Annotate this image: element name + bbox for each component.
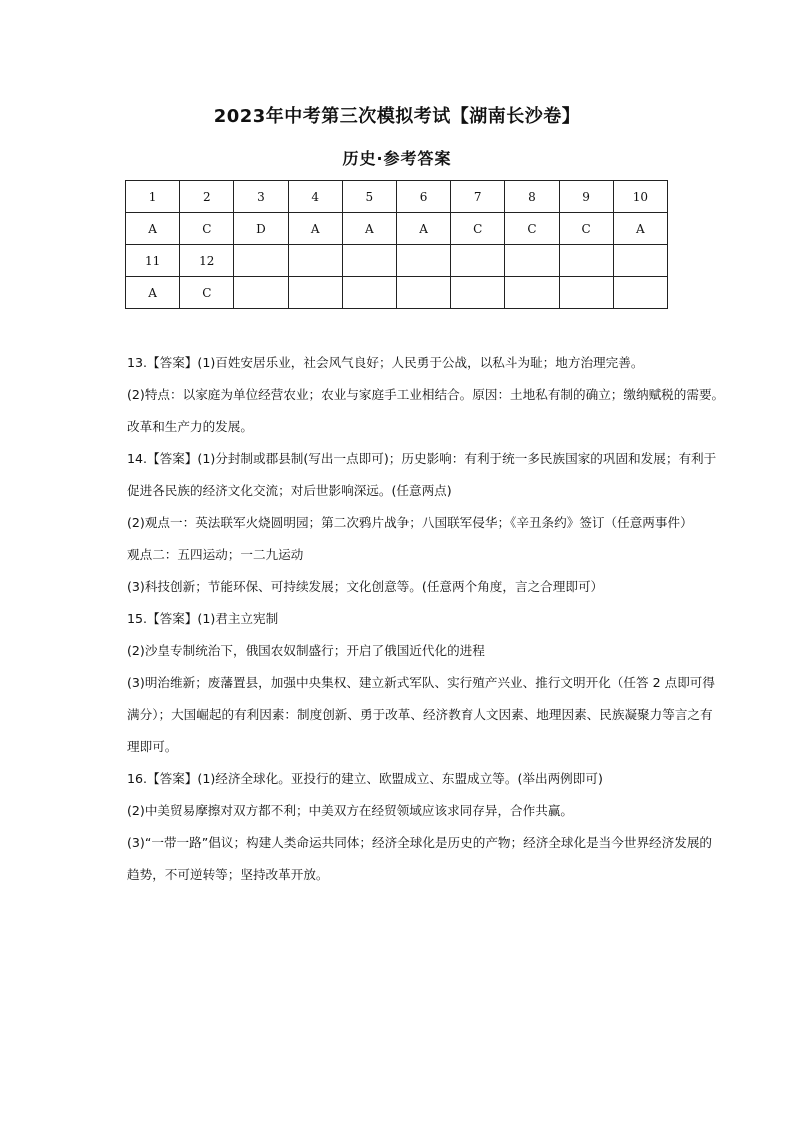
table-cell: A — [126, 277, 180, 309]
table-cell: 1 — [126, 181, 180, 213]
table-cell — [396, 277, 450, 309]
table-cell: A — [288, 213, 342, 245]
table-cell — [234, 277, 288, 309]
table-cell: 3 — [234, 181, 288, 213]
answer-line-14-4: 观点二：五四运动；一二九运动 — [127, 547, 304, 562]
answer-line-16-1: 16.【答案】(1)经济全球化。亚投行的建立、欧盟成立、东盟成立等。(举出两例即可) — [127, 771, 603, 786]
answer-line-16-2: (2)中美贸易摩擦对双方都不利；中美双方在经贸领域应该求同存异，合作共赢。 — [127, 803, 574, 818]
table-cell — [505, 245, 559, 277]
answer-line-16-4: 趋势，不可逆转等；坚持改革开放。 — [127, 867, 329, 882]
table-cell: A — [396, 213, 450, 245]
table-cell: C — [180, 213, 234, 245]
answer-line-13-2: (2)特点：以家庭为单位经营农业；农业与家庭手工业相结合。原因：土地私有制的确立；缴纳赋税的需要。 — [127, 387, 725, 402]
table-cell: 9 — [559, 181, 613, 213]
table-cell: 12 — [180, 245, 234, 277]
table-cell: A — [126, 213, 180, 245]
answer-line-14-3: (2)观点一：英法联军火烧圆明园；第二次鸦片战争；八国联军侵华；《辛丑条约》签订（任意两事件） — [127, 515, 693, 530]
table-cell: 10 — [613, 181, 667, 213]
answer-line-15-4: 满分）；大国崛起的有利因素：制度创新、勇于改革、经济教育人文因素、地理因素、民族凝聚力等言之有 — [127, 707, 713, 722]
table-cell — [559, 277, 613, 309]
table-cell: C — [559, 213, 613, 245]
table-row — [126, 277, 668, 309]
table-cell — [451, 245, 505, 277]
answer-line-15-2: (2)沙皇专制统治下，俄国农奴制盛行；开启了俄国近代化的进程 — [127, 643, 485, 658]
table-cell: A — [613, 213, 667, 245]
table-row — [126, 181, 668, 213]
page-title: 2023年中考第三次模拟考试【湖南长沙卷】 — [213, 106, 581, 127]
table-cell — [342, 277, 396, 309]
table-cell — [234, 245, 288, 277]
table-cell — [451, 277, 505, 309]
table-cell — [613, 245, 667, 277]
answer-line-14-2: 促进各民族的经济文化交流；对后世影响深远。(任意两点) — [127, 483, 452, 498]
table-cell: 4 — [288, 181, 342, 213]
table-cell — [288, 277, 342, 309]
answer-line-13-1: 13.【答案】(1)百姓安居乐业，社会风气良好；人民勇于公战，以私斗为耻；地方治理完善。 — [127, 355, 644, 370]
table-cell — [288, 245, 342, 277]
answer-line-14-1: 14.【答案】(1)分封制或郡县制(写出一点即可)；历史影响：有利于统一多民族国家的巩固和发展；有利于 — [127, 451, 717, 466]
table-cell — [559, 245, 613, 277]
table-cell: C — [505, 213, 559, 245]
table-cell: 8 — [505, 181, 559, 213]
table-cell: 5 — [342, 181, 396, 213]
table-cell: 11 — [126, 245, 180, 277]
table-cell — [342, 245, 396, 277]
table-cell — [505, 277, 559, 309]
answer-line-13-3: 改革和生产力的发展。 — [127, 419, 253, 434]
answer-line-16-3: (3)“一带一路”倡议；构建人类命运共同体；经济全球化是历史的产物；经济全球化是当今世界经济发展的 — [127, 835, 713, 850]
table-cell — [396, 245, 450, 277]
answer-table — [125, 180, 668, 309]
table-cell: 2 — [180, 181, 234, 213]
answer-line-15-5: 理即可。 — [127, 739, 178, 754]
table-cell — [613, 277, 667, 309]
answer-section — [127, 347, 727, 891]
table-cell: 6 — [396, 181, 450, 213]
table-cell: A — [342, 213, 396, 245]
table-row — [126, 245, 668, 277]
answer-line-15-3: (3)明治维新；废藩置县，加强中央集权、建立新式军队、实行殖产兴业、推行文明开化（任答 2 点即可得 — [127, 675, 715, 690]
table-cell: C — [180, 277, 234, 309]
answer-line-15-1: 15.【答案】(1)君主立宪制 — [127, 611, 279, 626]
table-cell: 7 — [451, 181, 505, 213]
table-cell: D — [234, 213, 288, 245]
table-row — [126, 213, 668, 245]
table-cell: C — [451, 213, 505, 245]
answer-line-14-5: (3)科技创新；节能环保、可持续发展；文化创意等。(任意两个角度，言之合理即可） — [127, 579, 604, 594]
page-subtitle: 历史·参考答案 — [342, 149, 452, 168]
